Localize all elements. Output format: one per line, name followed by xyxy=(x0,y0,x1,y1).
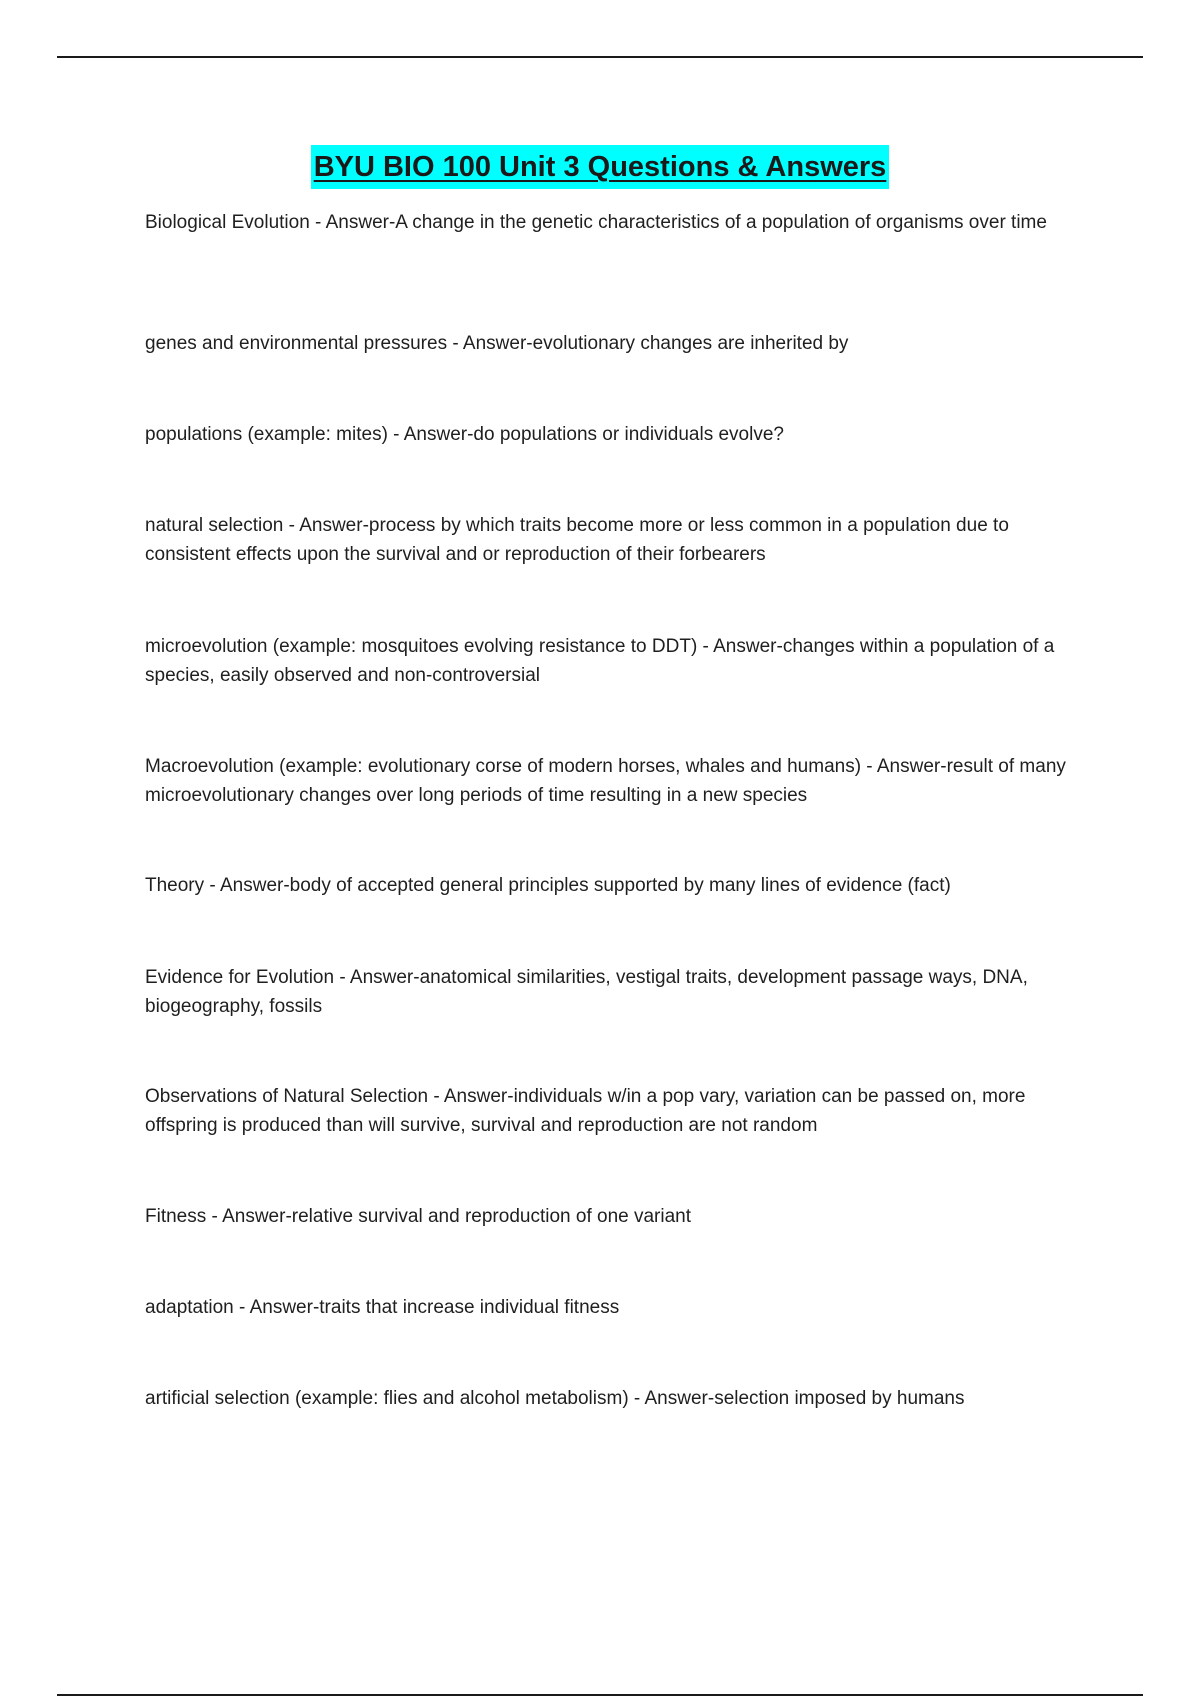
qa-item xyxy=(145,752,1095,810)
qa-answer: do populations or individuals evolve? xyxy=(473,424,784,445)
qa-term: artificial selection (example: flies and alcohol metabolism) xyxy=(145,1388,629,1409)
qa-term: genes and environmental pressures xyxy=(145,333,448,354)
qa-answer: result of many microevolutionary changes over long periods of time resulting in a new species xyxy=(145,756,1066,806)
qa-item xyxy=(145,1202,1095,1231)
qa-answer: body of accepted general principles supported by many lines of evidence (fact) xyxy=(289,875,951,896)
qa-item xyxy=(145,1384,1095,1413)
qa-answer: changes within a population of a species, easily observed and non-controversial xyxy=(145,636,1055,686)
qa-answer: A change in the genetic characteristics of a population of organisms over time xyxy=(395,212,1047,233)
qa-separator: - Answer- xyxy=(697,636,783,657)
qa-term: natural selection xyxy=(145,515,284,536)
qa-separator: - Answer- xyxy=(206,1206,292,1227)
qa-separator: - Answer- xyxy=(283,515,369,536)
qa-term: microevolution (example: mosquitoes evolving resistance to DDT) xyxy=(145,636,698,657)
qa-separator: - Answer- xyxy=(204,875,290,896)
qa-item xyxy=(145,1293,1095,1322)
qa-answer: selection imposed by humans xyxy=(714,1388,965,1409)
qa-item xyxy=(145,420,1095,449)
qa-item xyxy=(145,871,1095,900)
qa-separator: - Answer- xyxy=(233,1297,320,1318)
title-container xyxy=(0,145,1200,189)
qa-answer: traits that increase individual fitness xyxy=(319,1297,620,1318)
qa-term: Observations of Natural Selection xyxy=(145,1086,429,1107)
qa-separator: - Answer- xyxy=(334,967,420,988)
qa-term: Theory xyxy=(145,875,205,896)
qa-separator: - Answer- xyxy=(861,756,947,777)
qa-item xyxy=(145,1082,1095,1140)
qa-item xyxy=(145,208,1095,237)
footer-rule xyxy=(57,1694,1143,1696)
qa-term: populations (example: mites) xyxy=(145,424,388,445)
qa-separator: - Answer- xyxy=(428,1086,514,1107)
qa-answer: process by which traits become more or less common in a population due to consistent effects upon the survival and or reproduction of their forbearers xyxy=(145,515,1009,565)
qa-separator: - Answer- xyxy=(447,333,533,354)
qa-term: Evidence for Evolution xyxy=(145,967,335,988)
qa-item xyxy=(145,511,1095,569)
qa-item xyxy=(145,329,1095,358)
qa-term: Macroevolution (example: evolutionary corse of modern horses, whales and humans) xyxy=(145,756,862,777)
qa-term: adaptation xyxy=(145,1297,234,1318)
header-rule xyxy=(57,56,1143,58)
qa-item xyxy=(145,632,1095,690)
qa-answer: anatomical similarities, vestigal traits, development passage ways, DNA, biogeography, fossils xyxy=(145,967,1028,1017)
qa-answer: individuals w/in a pop vary, variation can be passed on, more offspring is produced than will survive, survival and reproduction are not random xyxy=(145,1086,1026,1136)
qa-answer: relative survival and reproduction of one variant xyxy=(291,1206,692,1227)
qa-separator: - Answer- xyxy=(387,424,474,445)
qa-term: Biological Evolution xyxy=(145,212,310,233)
qa-term: Fitness xyxy=(145,1206,207,1227)
document-title: BYU BIO 100 Unit 3 Questions & Answers xyxy=(311,145,890,189)
qa-answer: evolutionary changes are inherited by xyxy=(532,333,849,354)
qa-separator: - Answer- xyxy=(309,212,396,233)
qa-separator: - Answer- xyxy=(628,1388,715,1409)
qa-item xyxy=(145,963,1095,1021)
